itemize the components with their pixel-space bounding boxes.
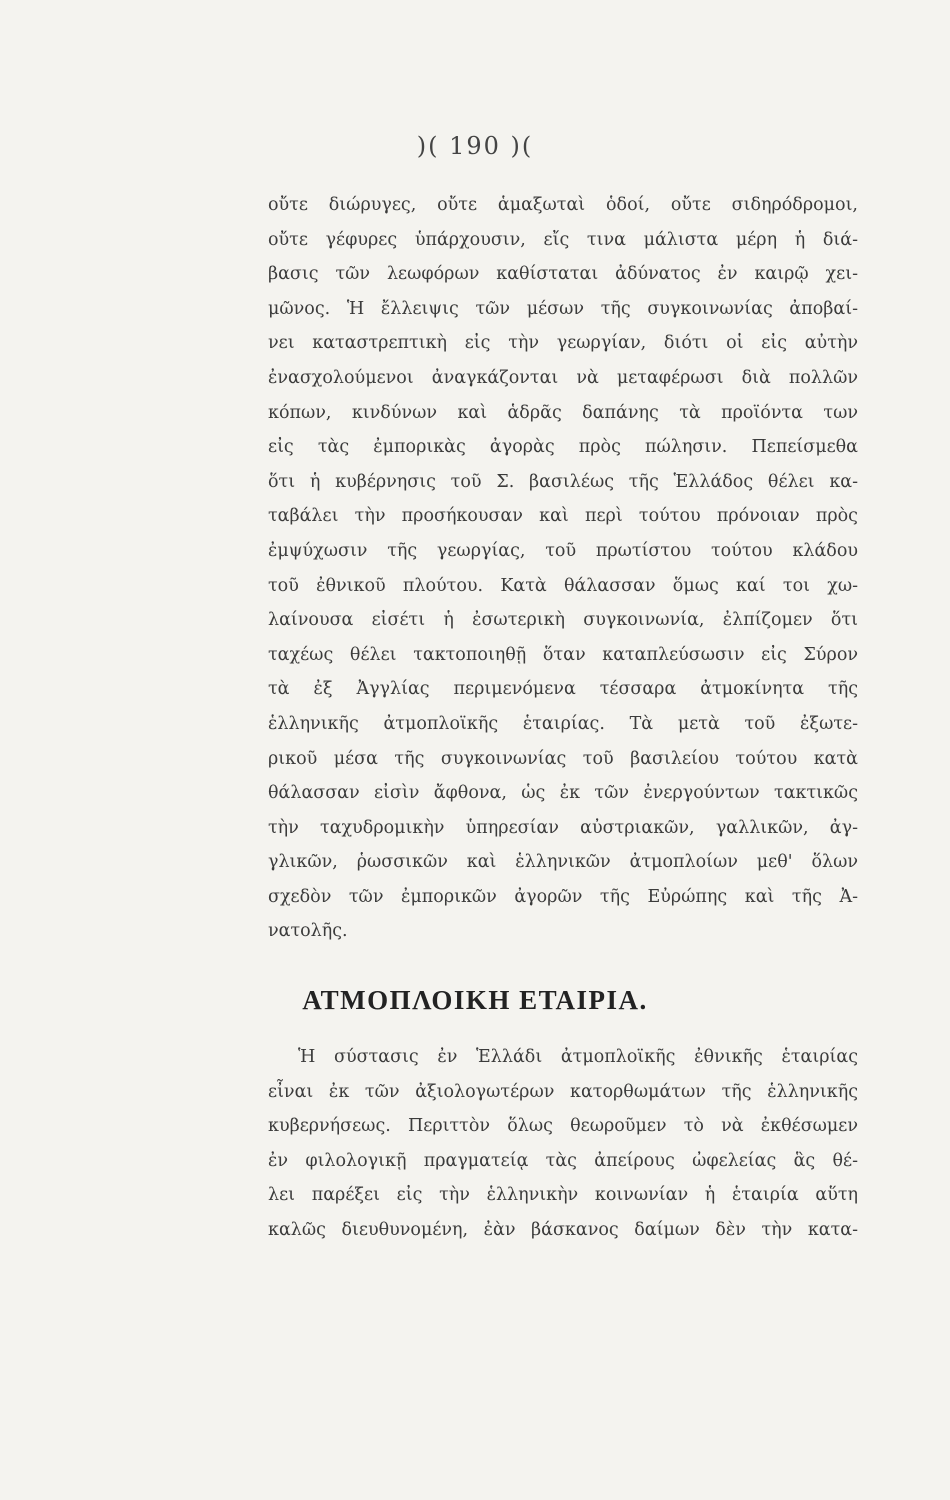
- paragraph-steamship-company: [268, 1040, 858, 1248]
- text-line: λαίνουσα εἰσέτι ἡ ἐσωτερικὴ συγκοινωνία, ἐλπίζομεν ὅτι: [268, 610, 858, 631]
- text-line: τὰ ἐξ Ἀγγλίας περιμενόμενα τέσσαρα ἀτμοκίνητα τῆς: [268, 679, 858, 700]
- text-line: εἰς τὰς ἐμπορικὰς ἀγορὰς πρὸς πώλησιν. Πεπείσμεθα: [268, 437, 858, 458]
- text-line: σχεδὸν τῶν ἐμπορικῶν ἀγορῶν τῆς Εὐρώπης καὶ τῆς Ἀ-: [268, 886, 858, 907]
- text-line: τοῦ ἐθνικοῦ πλούτου. Κατὰ θάλασσαν ὅμως καί τοι χω-: [268, 575, 858, 596]
- text-line: ταχέως θέλει τακτοποιηθῇ ὅταν καταπλεύσωσιν εἰς Σύρον: [268, 644, 858, 665]
- text-line: κυβερνήσεως. Περιττὸν ὅλως θεωροῦμεν τὸ νὰ ἐκθέσωμεν: [268, 1116, 858, 1137]
- text-line: θάλασσαν εἰσὶν ἄφθονα, ὡς ἐκ τῶν ἐνεργούντων τακτικῶς: [268, 783, 858, 804]
- text-line: οὔτε γέφυρες ὑπάρχουσιν, εἴς τινα μάλιστα μέρη ἡ διά-: [268, 229, 858, 250]
- text-line: γλικῶν, ῥωσσικῶν καὶ ἑλληνικῶν ἀτμοπλοίων μεθ' ὅλων: [268, 852, 858, 873]
- text-line: νει καταστρεπτικὴ εἰς τὴν γεωργίαν, διότι οἱ εἰς αὐτὴν: [268, 333, 858, 354]
- text-line: κόπων, κινδύνων καὶ ἁδρᾶς δαπάνης τὰ προϊόντα των: [268, 402, 858, 423]
- page-number: )( 190 )(: [416, 132, 534, 160]
- text-line: οὔτε διώρυγες, οὔτε ἁμαξωταὶ ὁδοί, οὔτε σιδηρόδρομοι,: [268, 195, 858, 215]
- text-line: τὴν ταχυδρομικὴν ὑπηρεσίαν αὐστριακῶν, γαλλικῶν, ἀγ-: [268, 817, 858, 838]
- text-line: Ἡ σύστασις ἐν Ἑλλάδι ἀτμοπλοϊκῆς ἐθνικῆς ἑταιρίας: [298, 1047, 858, 1067]
- text-line: εἶναι ἐκ τῶν ἀξιολογωτέρων κατορθωμάτων τῆς ἑλληνικῆς: [268, 1081, 858, 1102]
- text-line: ρικοῦ μέσα τῆς συγκοινωνίας τοῦ βασιλείου τούτου κατὰ: [268, 748, 858, 769]
- text-line: ἐν φιλολογικῇ πραγματείᾳ τὰς ἀπείρους ὠφελείας ἃς θέ-: [268, 1150, 858, 1171]
- text-line: ταβάλει τὴν προσήκουσαν καὶ περὶ τούτου πρόνοιαν πρὸς: [268, 506, 858, 527]
- text-line: λει παρέξει εἰς τὴν ἑλληνικὴν κοινωνίαν ἡ ἑταιρία αὕτη: [268, 1185, 858, 1206]
- text-line: ἑλληνικῆς ἀτμοπλοϊκῆς ἑταιρίας. Τὰ μετὰ τοῦ ἐξωτε-: [268, 713, 858, 734]
- text-line: ἐνασχολούμενοι ἀναγκάζονται νὰ μεταφέρωσι διὰ πολλῶν: [268, 367, 858, 388]
- text-line: καλῶς διευθυνομένη, ἐὰν βάσκανος δαίμων δὲν τὴν κατα-: [268, 1219, 858, 1240]
- text-line: μῶνος. Ἡ ἔλλειψις τῶν μέσων τῆς συγκοινωνίας ἀποβαί-: [268, 298, 858, 319]
- text-line: νατολῆς.: [268, 921, 348, 942]
- paragraph-communications: [268, 188, 858, 949]
- section-heading: ΑΤΜΟΠΛΟΙΚΗ ΕΤΑΙΡΙΑ.: [302, 985, 648, 1015]
- text-line: ὅτι ἡ κυβέρνησις τοῦ Σ. βασιλέως τῆς Ἑλλάδος θέλει κα-: [268, 471, 858, 492]
- text-line: βασις τῶν λεωφόρων καθίσταται ἀδύνατος ἐν καιρῷ χει-: [268, 264, 858, 285]
- text-line: ἐμψύχωσιν τῆς γεωργίας, τοῦ πρωτίστου τούτου κλάδου: [268, 540, 858, 561]
